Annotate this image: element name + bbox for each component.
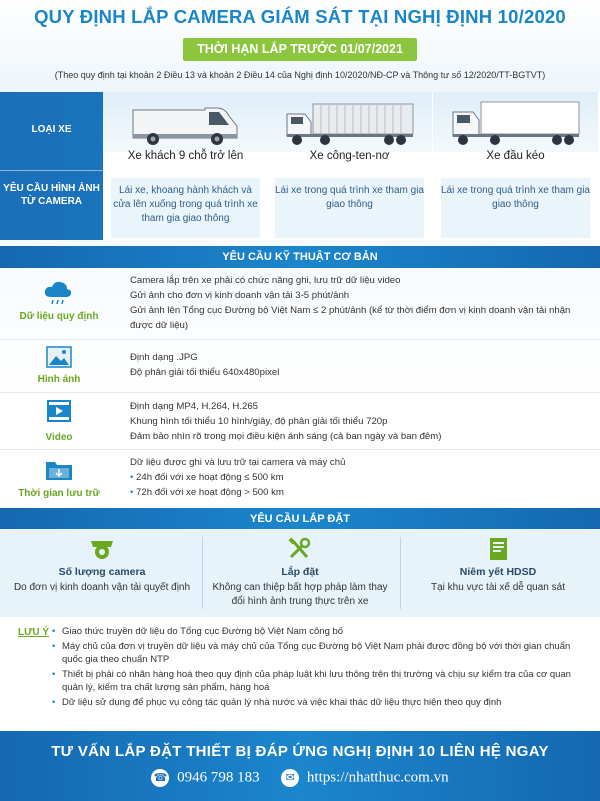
- tech-line: Camera lắp trên xe phải có chức năng ghi, lưu trữ dữ liệu video: [130, 275, 401, 286]
- image-icon: [46, 346, 72, 368]
- tech-lines: [130, 399, 595, 444]
- tech-line: • 72h đối với xe hoạt động > 500 km: [130, 487, 284, 498]
- install-heading: YÊU CẦU LẮP ĐẶT: [0, 508, 600, 530]
- vehicle-name: Xe công-ten-nơ: [309, 150, 390, 162]
- footer-cta: TƯ VẤN LẮP ĐẶT THIẾT BỊ ĐÁP ỨNG NGHỊ ĐỊNH 10 LIÊN HỆ NGAY: [51, 743, 549, 760]
- email-icon: ✉: [281, 769, 299, 787]
- website-link[interactable]: https://nhatthuc.com.vn: [306, 769, 449, 786]
- vehicle-column-container: [267, 92, 433, 240]
- vehicle-name: Xe khách 9 chỗ trở lên: [127, 150, 244, 162]
- install-title: Số lượng camera: [58, 566, 146, 578]
- tech-lines: [130, 273, 595, 333]
- folder-icon: [45, 458, 73, 482]
- tech-lines: [130, 455, 595, 500]
- deadline-badge: THỜI HẠN LẮP TRƯỚC 01/07/2021: [183, 38, 417, 61]
- tech-line: Dữ liệu được ghi và lưu trữ tại camera và máy chủ: [130, 457, 346, 468]
- vehicle-table: [0, 92, 600, 240]
- note-item: • Dữ liệu sử dụng để phục vụ công tác quản lý nhà nước và việc khai thác dữ liệu thực hiện theo quy định: [52, 696, 592, 709]
- tech-lines: [130, 350, 595, 380]
- tech-row-video: [0, 394, 600, 450]
- vehicle-column-tractor: [433, 92, 600, 240]
- tech-line: Gửi ảnh lên Tổng cục Đường bộ Việt Nam ≤ 2 phút/ảnh (kể từ thời điểm đơn vị kinh doanh vận tải nhận được dữ liệu): [130, 305, 571, 331]
- install-title: Lắp đặt: [281, 566, 319, 578]
- tech-caption: Hình ảnh: [37, 374, 81, 385]
- tech-line: Độ phân giải tối thiểu 640x480pixel: [130, 367, 280, 378]
- install-item: [400, 529, 596, 617]
- camera-requirement-text: Lái xe trong quá trình xe tham gia giao thông: [275, 178, 424, 238]
- phone-icon: ☎: [151, 769, 169, 787]
- tech-caption: Dữ liệu quy định: [19, 311, 99, 322]
- footer: [0, 731, 600, 801]
- divider: [0, 170, 103, 171]
- cctv-camera-icon: [89, 537, 115, 561]
- tech-row-image: [0, 341, 600, 393]
- note-item: • Thiết bị phải có nhãn hàng hoá theo quy định của pháp luật khi lưu thông trên thị trường và chịu sự kiểm tra của cơ quan quản lý, kiểm tra chất lượng sản phẩm, hàng hoá: [52, 668, 592, 694]
- cloud-icon: [43, 279, 73, 305]
- install-item: [202, 529, 398, 617]
- camera-requirement-label: YÊU CẦU HÌNH ẢNH TỪ CAMERA: [3, 183, 100, 207]
- van-icon: [125, 100, 245, 148]
- camera-requirement-text: Lái xe, khoang hành khách và cửa lên xuống trong quá trình xe tham gia giao thông: [111, 178, 260, 238]
- note-item: • Máy chủ của đơn vị truyền dữ liệu và máy chủ của Tổng cục Đường bộ Việt Nam phải được đồng bộ với thời gian chuẩn quốc gia theo chuẩn NTP: [52, 640, 592, 666]
- install-panel: [0, 529, 600, 617]
- note-item: • Giao thức truyền dữ liệu do Tổng cục Đường bộ Việt Nam công bố: [52, 625, 592, 638]
- tech-row-data: [0, 269, 600, 340]
- tech-line: • 24h đối với xe hoạt động ≤ 500 km: [130, 472, 284, 483]
- tech-caption: Video: [45, 432, 73, 443]
- install-text: Tại khu vực tài xế dễ quan sát: [431, 582, 565, 593]
- tech-line: Đảm bảo nhìn rõ trong mọi điều kiện ánh sáng (cả ban ngày và ban đêm): [130, 431, 442, 442]
- tech-line: Khung hình tối thiểu 10 hình/giây, độ phân giải tối thiểu 720p: [130, 416, 388, 427]
- notes-list: [52, 625, 592, 711]
- tools-icon: [287, 537, 313, 561]
- tech-caption: Thời gian lưu trữ: [18, 488, 100, 499]
- legal-reference: (Theo quy định tại khoản 2 Điều 13 và khoản 2 Điều 14 của Nghị định 10/2020/NĐ-CP và Thông tư số 12/2020/TT-BGTVT): [54, 70, 546, 80]
- install-item: [4, 529, 200, 617]
- footer-contact: [0, 769, 600, 787]
- phone-number[interactable]: 0946 798 183: [177, 769, 260, 786]
- tech-line: Định dạng MP4, H.264, H.265: [130, 401, 258, 412]
- tech-heading: YÊU CẦU KỸ THUẬT CƠ BẢN: [0, 246, 600, 268]
- notes-label: LƯU Ý: [18, 627, 50, 638]
- manual-book-icon: [485, 537, 511, 561]
- vehicle-column-bus: [103, 92, 267, 240]
- tech-line: Gửi ảnh cho đơn vị kinh doanh vận tải 3-5 phút/ảnh: [130, 290, 350, 301]
- vehicle-type-label: LOẠI XE: [31, 124, 72, 135]
- install-text: Do đơn vị kinh doanh vận tải quyết định: [13, 582, 191, 593]
- tractor-truck-icon: [451, 100, 581, 148]
- tech-line: Định dạng .JPG: [130, 352, 198, 363]
- install-title: Niêm yết HDSD: [459, 566, 537, 578]
- tech-row-storage: [0, 451, 600, 506]
- video-icon: [46, 399, 72, 423]
- container-truck-icon: [285, 100, 415, 148]
- page-title: QUY ĐỊNH LẮP CAMERA GIÁM SÁT TẠI NGHỊ ĐỊNH 10/2020: [34, 6, 566, 27]
- install-text: Không can thiệp bất hợp pháp làm thay đổi hình ảnh trung thực trên xe: [212, 582, 388, 607]
- vehicle-name: Xe đầu kéo: [486, 150, 545, 162]
- camera-requirement-text: Lái xe trong quá trình xe tham gia giao thông: [441, 178, 590, 238]
